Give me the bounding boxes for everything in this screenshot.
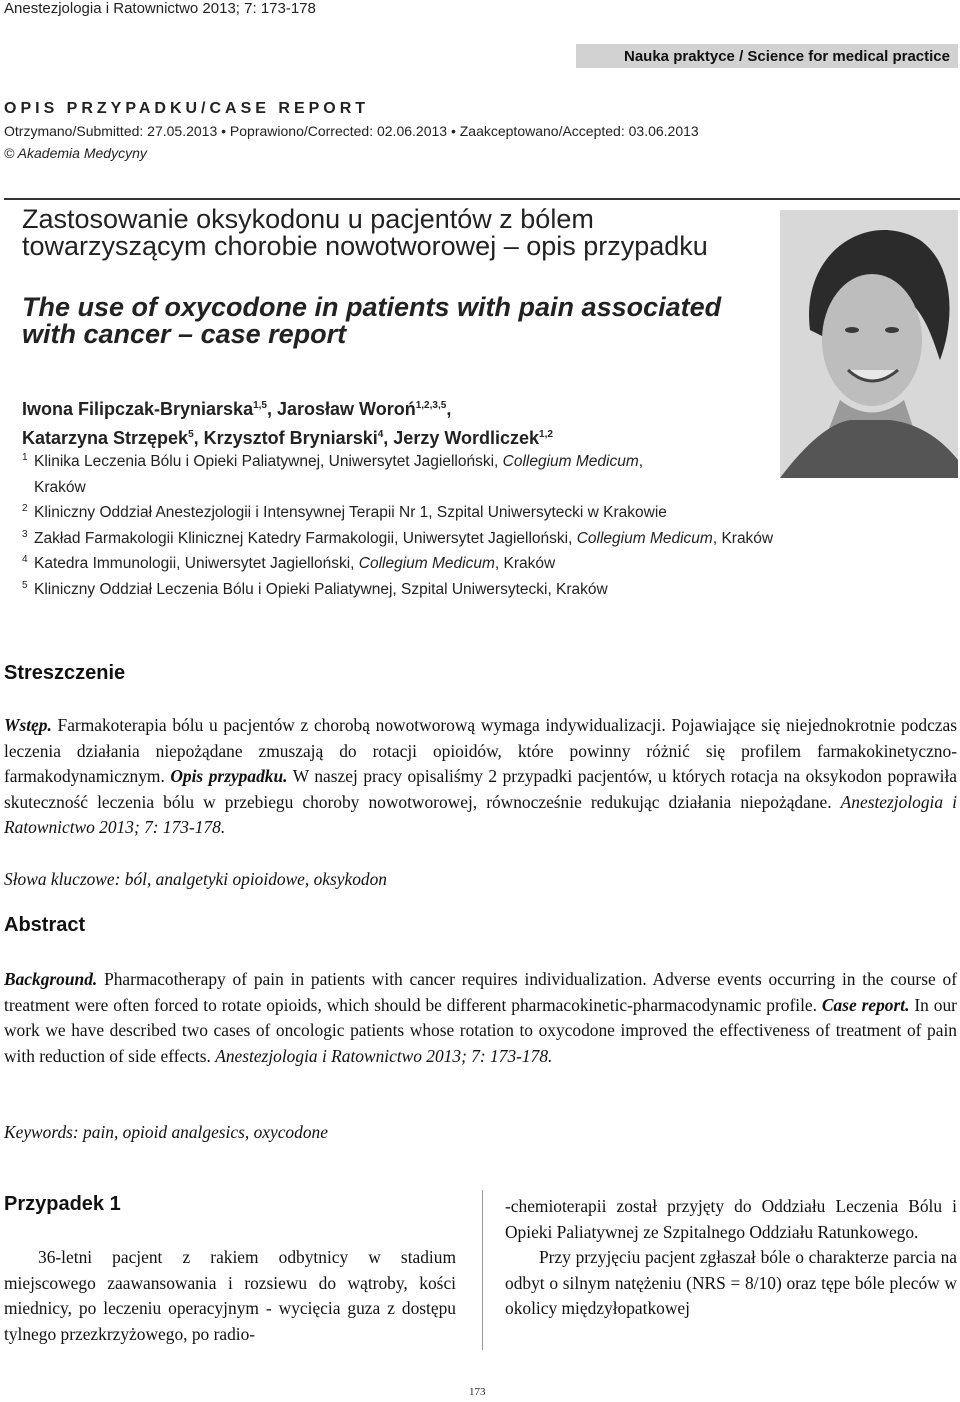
journal-citation-header: Anestezjologia i Ratownictwo 2013; 7: 173-178 — [4, 0, 316, 17]
author-affiliation-sup: 4 — [377, 429, 384, 440]
polish-abstract-paragraph — [4, 713, 957, 841]
author-portrait-photo — [780, 210, 958, 478]
case-text: In our work we have described two cases of oncologic patients whose rotation to oxycodone improved the effectiveness of treatment of pain with reduction of side effects. — [4, 994, 957, 1066]
affiliation-text-italic: Collegium Medicum — [576, 529, 713, 547]
affiliation-list — [22, 449, 952, 602]
english-keywords — [4, 1120, 328, 1146]
author-name: Katarzyna Strzępek — [22, 428, 189, 448]
affiliation-text — [34, 500, 952, 526]
case-1-right-paragraph-1: -chemioterapii został przyjęty do Oddziału Leczenia Bólu i Opieki Paliatywnej ze Szpitalnego Oddziału Ratunkowego. — [505, 1196, 957, 1242]
affiliation-item — [22, 551, 952, 577]
streszczenie-heading: Streszczenie — [4, 662, 126, 684]
case-1-left-column: 36-letni pacjent z rakiem odbytnicy w stadium miejscowego zaawansowania i rozsiewu do wątroby, kości miednicy, po leczeniu operacyjnym - wycięcia guza z dostępu tylnego przezkrzyżowego, po radio- — [4, 1247, 456, 1344]
english-keywords-text: Keywords: pain, opioid analgesics, oxycodone — [4, 1122, 328, 1142]
copyright-notice: © Akademia Medycyny — [4, 145, 147, 161]
case-1-right-paragraph-2: Przy przyjęciu pacjent zgłaszał bóle o charakterze parcia na odbyt o silnym natężeniu (NRS = 8/10) oraz tępe bóle pleców w okolicy międzyłopatkowej — [505, 1247, 957, 1318]
affiliation-text — [34, 449, 692, 500]
affiliation-text — [34, 551, 952, 577]
polish-keywords — [4, 867, 387, 893]
author-separator: , — [446, 399, 452, 419]
author-name: Jarosław Woroń — [277, 399, 416, 419]
affiliation-text-tail: , Kraków — [712, 529, 774, 547]
title-divider — [4, 198, 960, 200]
affiliation-text-main: Klinika Leczenia Bólu i Opieki Paliatywnej, Uniwersytet Jagielloński, — [34, 453, 503, 470]
affiliation-number: 2 — [22, 503, 28, 514]
author-affiliation-sup: 1,5 — [253, 400, 267, 411]
title-polish: Zastosowanie oksykodonu u pacjentów z bólem towarzyszącym chorobie nowotworowej – opis przypadku — [22, 204, 708, 261]
background-text: Pharmacotherapy of pain in patients with cancer requires individualization. Adverse events occurring in the course of treatment were often forced to rotate opioids, which should be different pharmacokinetic-pharmacodynamic profile. — [4, 969, 957, 1015]
affiliation-number: 4 — [22, 554, 28, 565]
intro-label: Wstęp. — [4, 715, 52, 735]
author-separator: , — [193, 428, 204, 448]
submission-dates: Otrzymano/Submitted: 27.05.2013 • Poprawiono/Corrected: 02.06.2013 • Zaakceptowano/Accepted: 03.06.2013 — [4, 123, 699, 139]
section-banner: Nauka praktyce / Science for medical practice — [576, 44, 958, 68]
affiliation-number: 3 — [22, 528, 28, 540]
polish-keywords-text: Słowa kluczowe: ból, analgetyki opioidowe, oksykodon — [4, 869, 388, 889]
abstract-citation: Anestezjologia i Ratownictwo 2013; 7: 173-178. — [4, 791, 957, 837]
case-1-right-column — [505, 1194, 957, 1322]
affiliation-number: 1 — [22, 452, 28, 463]
author-affiliation-sup: 1,2,3,5 — [415, 400, 447, 411]
affiliation-item — [22, 526, 952, 552]
author-separator: , — [267, 399, 278, 419]
author-list — [22, 395, 782, 453]
portrait-image — [780, 210, 958, 478]
author-name: Iwona Filipczak-Bryniarska — [22, 399, 254, 419]
column-divider — [482, 1190, 483, 1350]
author-affiliation-sup: 5 — [188, 429, 194, 440]
affiliation-text-main: Katedra Immunologii, Uniwersytet Jagielloński, — [34, 555, 359, 572]
affiliation-item — [22, 577, 952, 603]
intro-text: Farmakoterapia bólu u pacjentów z chorobą nowotworową wymaga indywidualizacji. Pojawiające się niejednokrotnie podczas leczenia działania niepożądane zmuszają do rotacji opioidów, które powinny różnić się profilem farmakokinetyczno-farmakodynamicznym. — [4, 715, 957, 786]
author-name: Jerzy Wordliczek — [393, 428, 540, 448]
affiliation-text-main: Zakład Farmakologii Klinicznej Katedry Farmakologii, Uniwersytet Jagielloński, — [34, 529, 577, 547]
affiliation-text — [34, 577, 952, 603]
case-label: Opis przypadku. — [170, 766, 288, 786]
affiliation-text-main: Kliniczny Oddział Leczenia Bólu i Opieki Paliatywnej, Szpital Uniwersytecki, Kraków — [34, 580, 608, 598]
title-english: The use of oxycodone in patients with pain associated with cancer – case report — [22, 292, 722, 349]
affiliation-number: 5 — [22, 579, 28, 591]
case-text: W naszej pracy opisaliśmy 2 przypadki pacjentów, u których rotacja na oksykodon poprawiła skuteczność leczenia bólu w przebiegu choroby nowotworowej, równocześnie redukując działania niepożądane. — [4, 766, 957, 812]
author-affiliation-sup: 1,2 — [539, 429, 553, 440]
author-name: Krzysztof Bryniarski — [203, 428, 378, 448]
abstract-heading: Abstract — [4, 914, 86, 936]
abstract-citation: Anestezjologia i Ratownictwo 2013; 7: 173-178. — [215, 1045, 553, 1066]
affiliation-item — [22, 500, 952, 526]
case-label: Case report. — [821, 994, 910, 1015]
page-number: 173 — [469, 1386, 486, 1398]
affiliation-text-italic: Collegium Medicum — [358, 555, 495, 572]
article-type-label: OPIS PRZYPADKU/CASE REPORT — [4, 100, 370, 117]
author-separator: , — [383, 428, 394, 448]
english-abstract-paragraph — [4, 967, 957, 1069]
affiliation-text-tail: , Kraków — [494, 555, 556, 572]
affiliation-item — [22, 449, 692, 500]
affiliation-text-italic: Collegium Medicum — [502, 453, 639, 470]
affiliation-text — [34, 526, 952, 552]
affiliation-text-tail: , Kraków — [34, 453, 644, 496]
case-1-heading: Przypadek 1 — [4, 1193, 121, 1215]
background-label: Background. — [4, 969, 98, 989]
affiliation-text-main: Kliniczny Oddział Anestezjologii i Intensywnej Terapii Nr 1, Szpital Uniwersytecki w Krakowie — [34, 504, 667, 521]
